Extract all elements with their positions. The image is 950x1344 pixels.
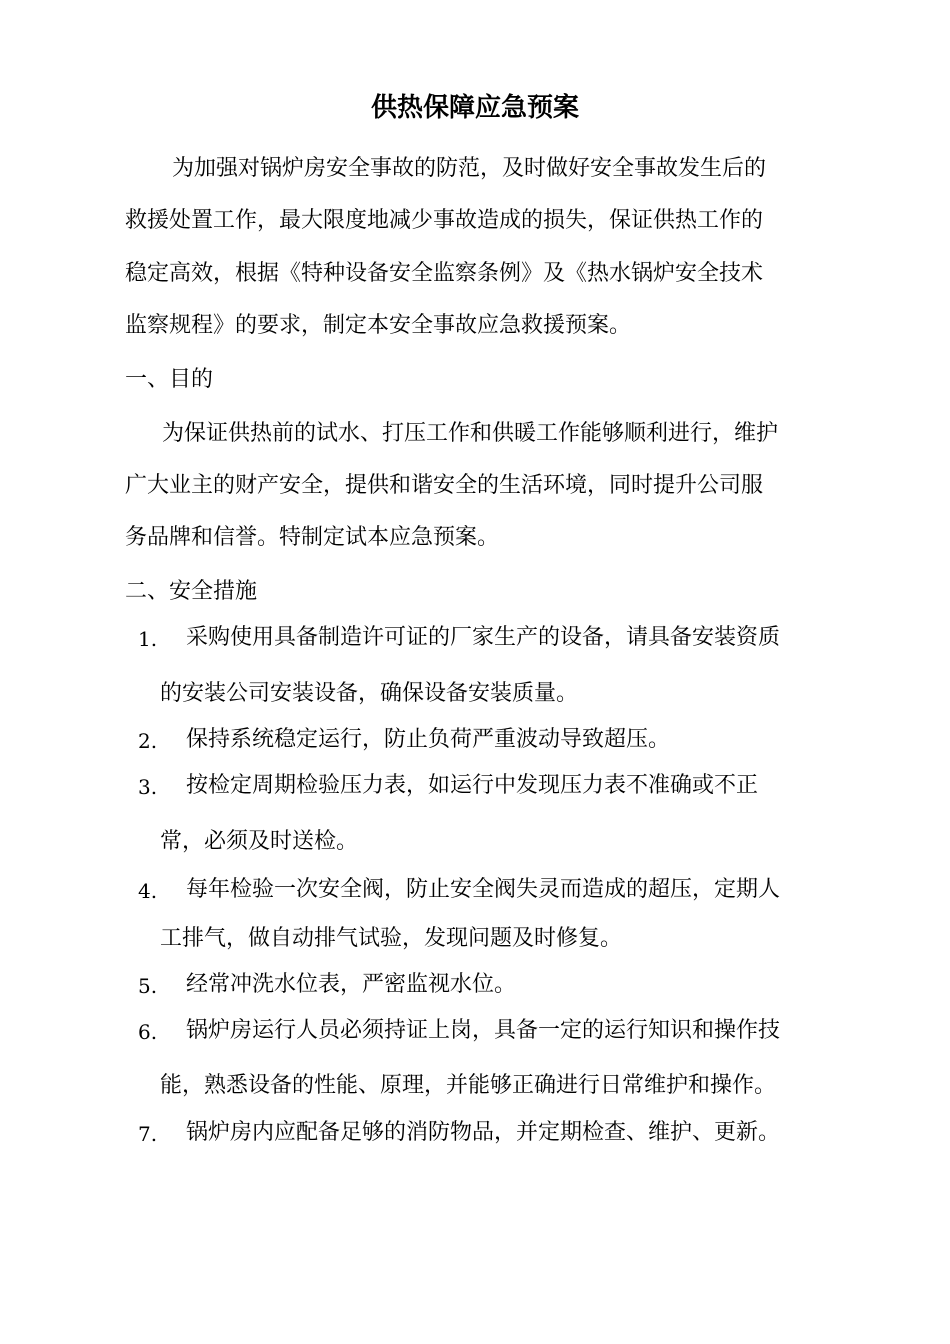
list-item-continuation: 的安装公司安装设备，确保设备安装质量。: [160, 681, 579, 706]
intro-line-2: 救援处置工作，最大限度地减少事故造成的损失，保证供热工作的: [125, 208, 764, 233]
list-item-number: 5.: [138, 974, 158, 998]
list-item-number: 2.: [138, 729, 158, 753]
list-item-text: 每年检验一次安全阀，防止安全阀失灵而造成的超压，定期人: [186, 877, 781, 902]
list-item-number: 7.: [138, 1122, 158, 1146]
intro-line-1: 为加强对锅炉房安全事故的防范，及时做好安全事故发生后的: [172, 156, 767, 181]
document-title: 供热保障应急预案: [370, 93, 579, 123]
intro-line-4: 监察规程》的要求，制定本安全事故应急救援预案。: [125, 313, 632, 338]
intro-line-3: 稳定高效，根据《特种设备安全监察条例》及《热水锅炉安全技术: [125, 261, 764, 286]
list-item-number: 4.: [138, 879, 158, 903]
purpose-line-3: 务品牌和信誉。特制定试本应急预案。: [125, 525, 500, 550]
list-item-text: 采购使用具备制造许可证的厂家生产的设备，请具备安装资质: [186, 625, 781, 650]
list-item-continuation: 工排气，做自动排气试验，发现问题及时修复。: [160, 926, 623, 951]
list-item-number: 6.: [138, 1020, 158, 1044]
list-item-number: 1.: [138, 627, 158, 651]
list-item-text: 经常冲洗水位表，严密监视水位。: [186, 972, 517, 997]
list-item-text: 锅炉房运行人员必须持证上岗，具备一定的运行知识和操作技: [186, 1018, 781, 1043]
list-item-text: 保持系统稳定运行，防止负荷严重波动导致超压。: [186, 727, 671, 752]
purpose-line-1: 为保证供热前的试水、打压工作和供暖工作能够顺利进行，维护: [162, 421, 779, 446]
section-heading-purpose: 一、目的: [125, 367, 214, 392]
list-item-continuation: 能，熟悉设备的性能、原理，并能够正确进行日常维护和操作。: [160, 1073, 777, 1098]
list-item-text: 锅炉房内应配备足够的消防物品，并定期检查、维护、更新。: [186, 1120, 781, 1145]
section-heading-safety: 二、安全措施: [125, 579, 258, 604]
purpose-line-2: 广大业主的财产安全，提供和谐安全的生活环境，同时提升公司服: [125, 473, 764, 498]
list-item-continuation: 常，必须及时送检。: [160, 829, 359, 854]
list-item-number: 3.: [138, 775, 158, 799]
list-item-text: 按检定周期检验压力表，如运行中发现压力表不准确或不正: [186, 773, 759, 798]
